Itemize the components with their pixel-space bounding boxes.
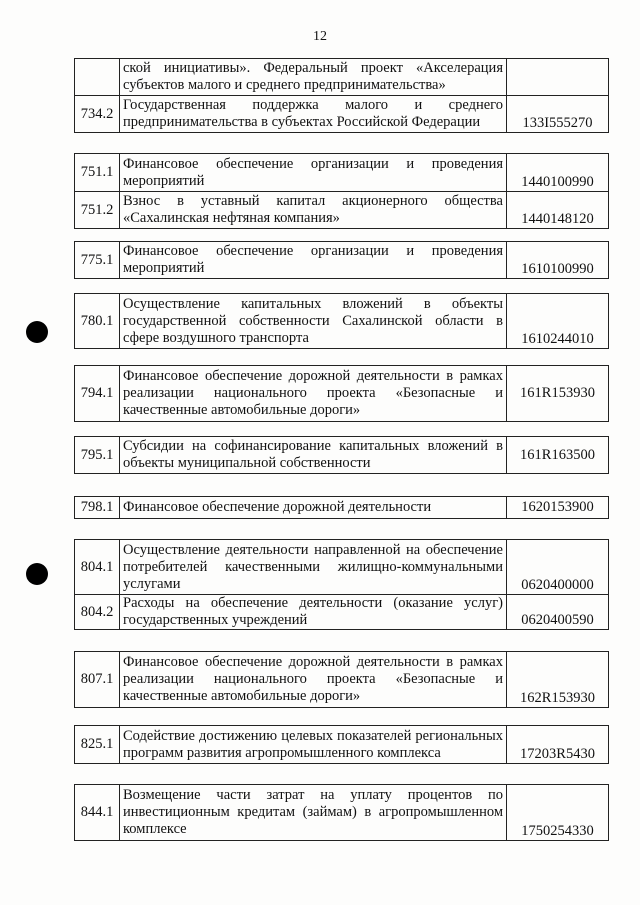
punch-hole-bottom (26, 563, 48, 585)
table-row (75, 652, 609, 708)
row-description: Финансовое обеспечение дорожной деятельности (120, 497, 507, 519)
row-code: 794.1 (75, 366, 120, 422)
table-row (75, 294, 609, 349)
table-group-807 (74, 651, 609, 708)
table-row (75, 437, 609, 474)
row-description: Взнос в уставный капитал акционерного общества «Сахалинская нефтяная компания» (120, 192, 507, 229)
row-description: Финансовое обеспечение дорожной деятельности в рамках реализации национального проекта «Безопасные и качественные автомобильные дороги» (120, 366, 507, 422)
row-code: 844.1 (75, 785, 120, 841)
table-group-780 (74, 293, 609, 349)
row-description: Финансовое обеспечение организации и проведения мероприятий (120, 242, 507, 279)
table-group-844 (74, 784, 609, 841)
page-number: 12 (313, 29, 327, 44)
row-kbk: 162R153930 (507, 652, 609, 708)
table-row (75, 497, 609, 519)
table-group-804 (74, 539, 609, 630)
row-code: 804.2 (75, 595, 120, 630)
row-code: 734.2 (75, 96, 120, 133)
table-row (75, 540, 609, 595)
table-row (75, 192, 609, 229)
row-code: 751.2 (75, 192, 120, 229)
row-code: 795.1 (75, 437, 120, 474)
table-group-794 (74, 365, 609, 422)
row-kbk: 1440100990 (507, 154, 609, 192)
row-kbk: 1440148120 (507, 192, 609, 229)
row-kbk: 1750254330 (507, 785, 609, 841)
row-description: ской инициативы». Федеральный проект «Акселерация субъектов малого и среднего предпринимательства» (120, 59, 507, 96)
row-description: Расходы на обеспечение деятельности (оказание услуг) государственных учреждений (120, 595, 507, 630)
table-row (75, 96, 609, 133)
row-code: 825.1 (75, 726, 120, 764)
row-kbk (507, 59, 609, 96)
row-kbk: 161R153930 (507, 366, 609, 422)
table-group-751 (74, 153, 609, 229)
row-kbk: 161R163500 (507, 437, 609, 474)
table-group-798 (74, 496, 609, 519)
table-row (75, 242, 609, 279)
row-kbk: 1620153900 (507, 497, 609, 519)
row-kbk: 0620400000 (507, 540, 609, 595)
table-row (75, 785, 609, 841)
row-kbk: 133I555270 (507, 96, 609, 133)
row-description: Осуществление деятельности направленной на обеспечение потребителей качественными жилищно-коммунальными услугами (120, 540, 507, 595)
row-kbk: 1610100990 (507, 242, 609, 279)
table-row (75, 59, 609, 96)
row-kbk: 0620400590 (507, 595, 609, 630)
row-code: 775.1 (75, 242, 120, 279)
table-group-795 (74, 436, 609, 474)
table-group-775 (74, 241, 609, 279)
row-description: Государственная поддержка малого и среднего предпринимательства в субъектах Российской Федерации (120, 96, 507, 133)
row-code: 780.1 (75, 294, 120, 349)
table-row (75, 154, 609, 192)
table-group-825 (74, 725, 609, 764)
row-code: 751.1 (75, 154, 120, 192)
table-row (75, 366, 609, 422)
punch-hole-top (26, 321, 48, 343)
table-row (75, 595, 609, 630)
row-description: Содействие достижению целевых показателей региональных программ развития агропромышленного комплекса (120, 726, 507, 764)
row-code: 807.1 (75, 652, 120, 708)
table-row (75, 726, 609, 764)
row-description: Субсидии на софинансирование капитальных вложений в объекты муниципальной собственности (120, 437, 507, 474)
row-kbk: 17203R5430 (507, 726, 609, 764)
row-description: Осуществление капитальных вложений в объекты государственной собственности Сахалинской области в сфере воздушного транспорта (120, 294, 507, 349)
row-kbk: 1610244010 (507, 294, 609, 349)
row-code: 798.1 (75, 497, 120, 519)
table-group-734 (74, 58, 609, 133)
row-description: Финансовое обеспечение организации и проведения мероприятий (120, 154, 507, 192)
row-code: 804.1 (75, 540, 120, 595)
row-code (75, 59, 120, 96)
row-description: Финансовое обеспечение дорожной деятельности в рамках реализации национального проекта «Безопасные и качественные автомобильные дороги» (120, 652, 507, 708)
row-description: Возмещение части затрат на уплату процентов по инвестиционным кредитам (займам) в агропромышленном комплексе (120, 785, 507, 841)
